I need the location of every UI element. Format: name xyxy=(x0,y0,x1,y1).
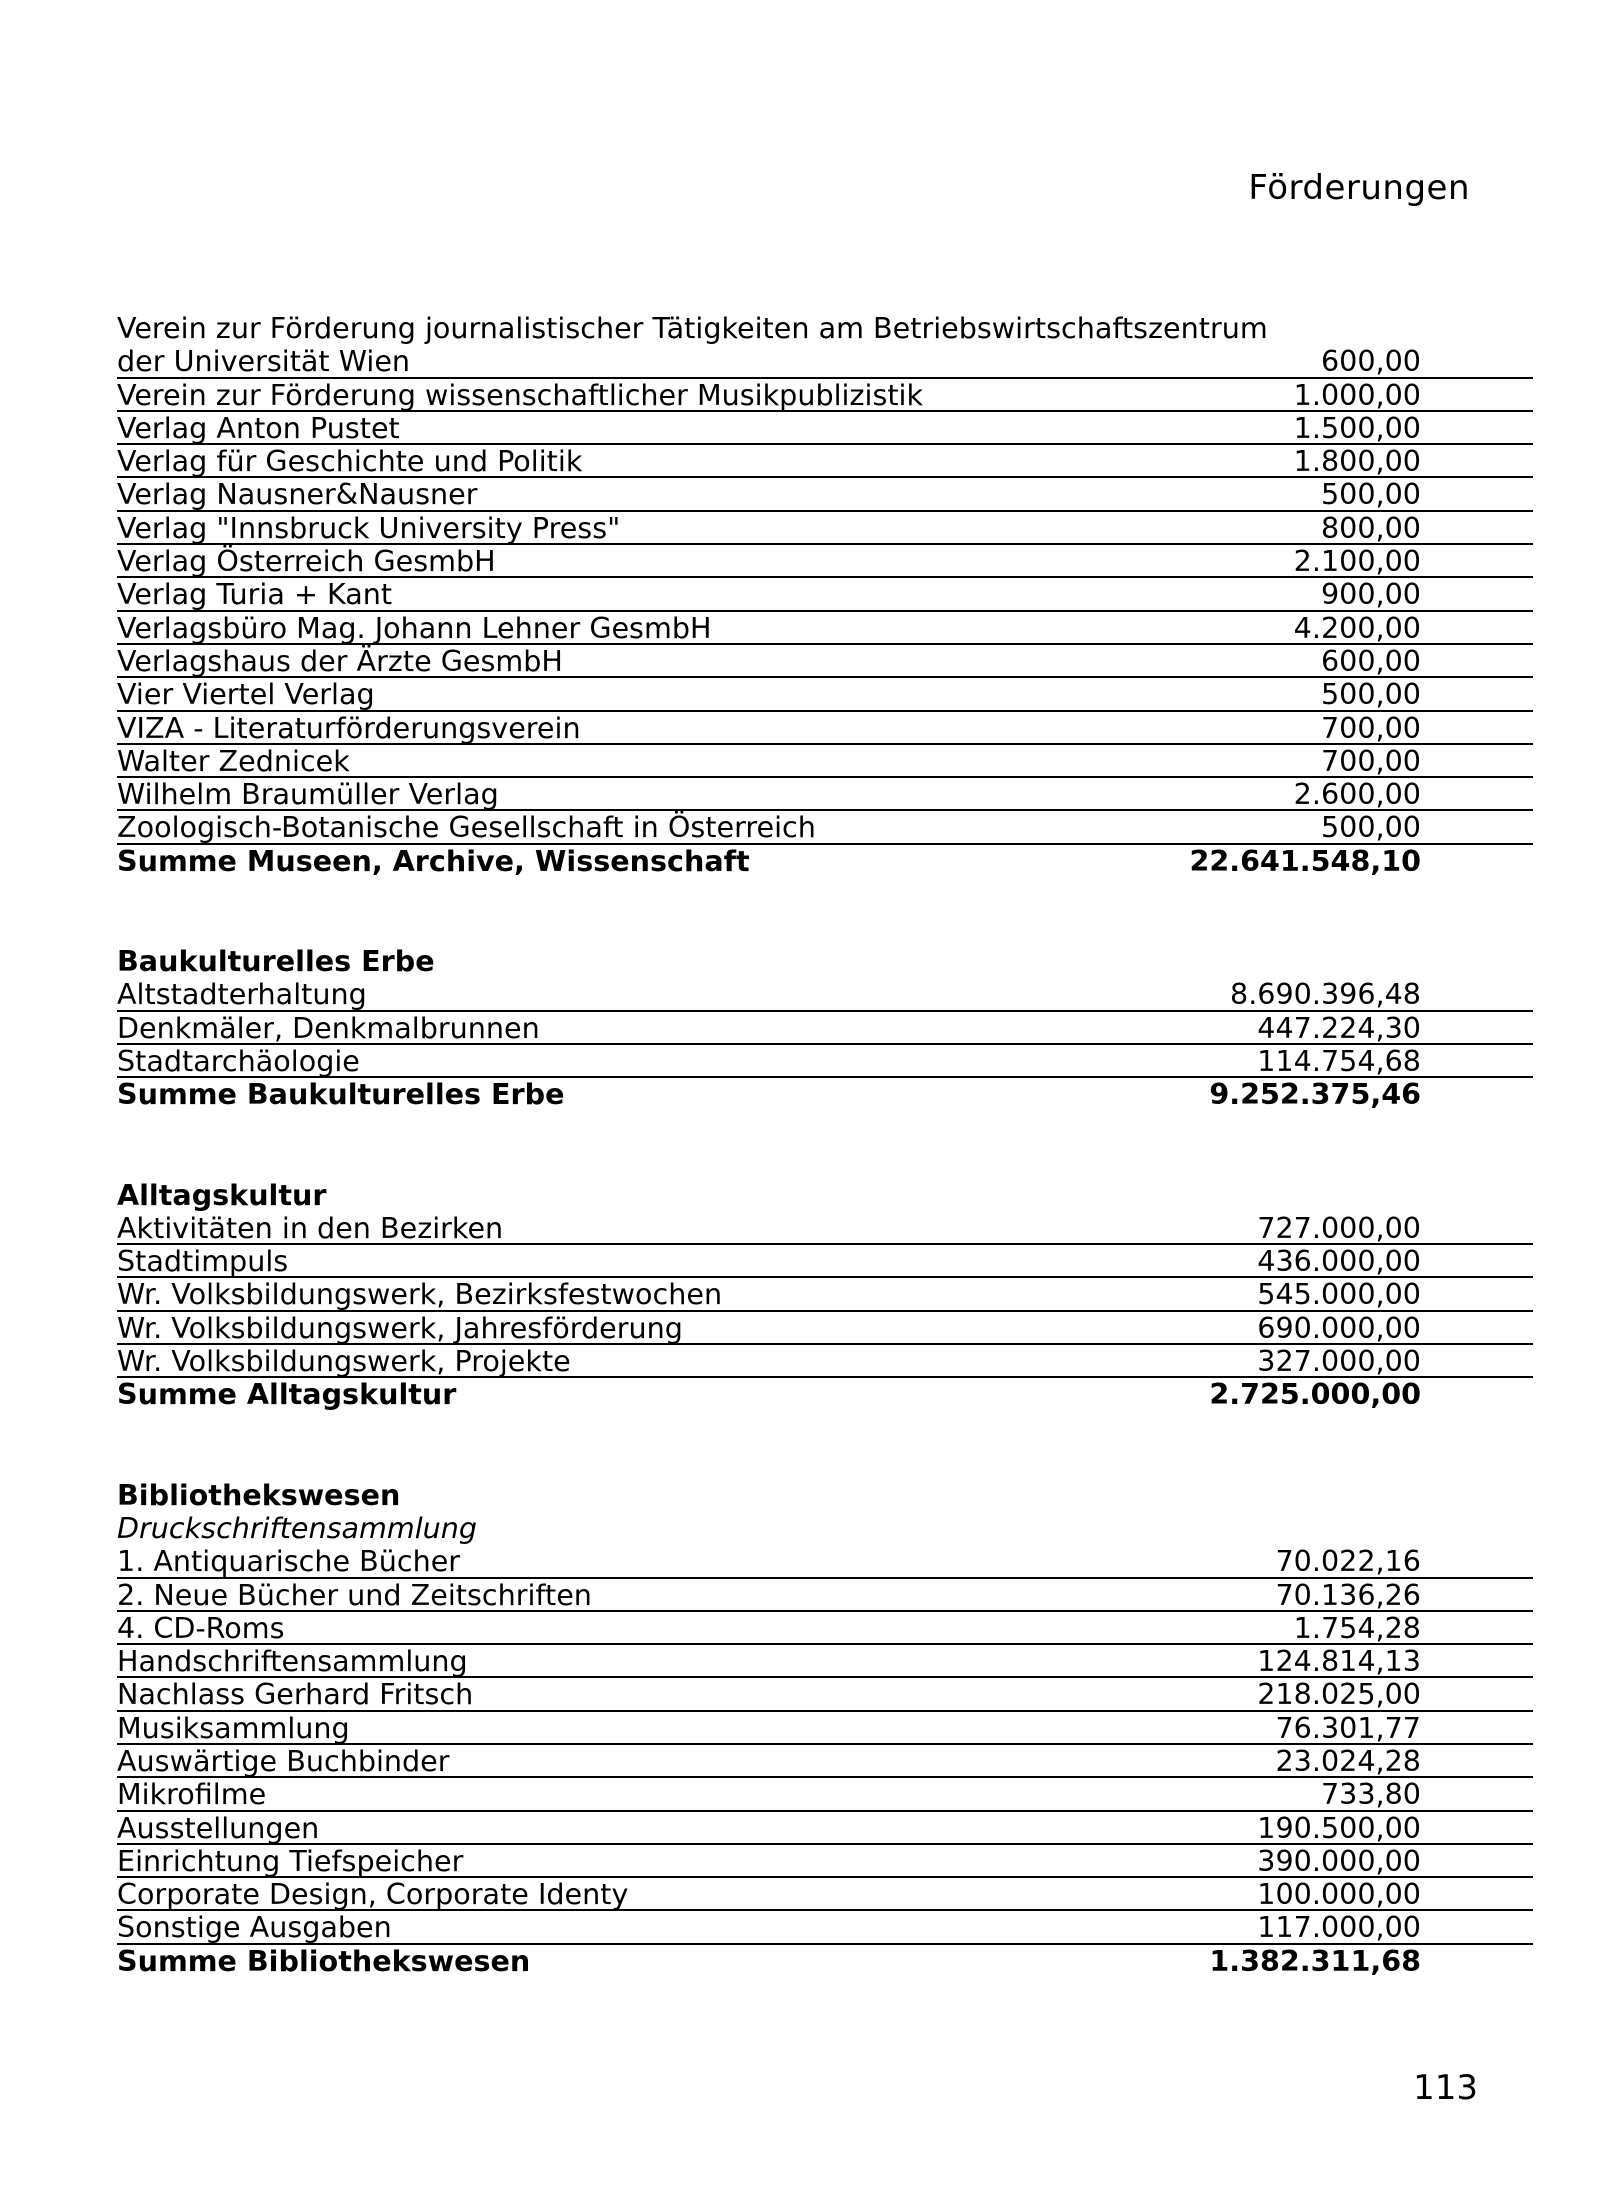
row-label: Wr. Volksbildungswerk, Projekte xyxy=(117,1344,571,1379)
row-label: Musiksammlung xyxy=(117,1710,350,1745)
row-amount: 2.600,00 xyxy=(1293,777,1421,812)
sum-label: Summe Baukulturelles Erbe xyxy=(117,1077,565,1112)
table-row xyxy=(117,778,1533,811)
funding-table xyxy=(117,312,1533,1978)
row-amount: 447.224,30 xyxy=(1257,1010,1421,1045)
row-label: Denkmäler, Denkmalbrunnen xyxy=(117,1010,540,1045)
table-row xyxy=(117,545,1533,578)
row-label: Verlagshaus der Ärzte GesmbH xyxy=(117,643,563,678)
row-amount: 1.800,00 xyxy=(1293,444,1421,479)
table-row xyxy=(117,712,1533,745)
table-row xyxy=(117,1545,1533,1578)
row-label: 1. Antiquarische Bücher xyxy=(117,1544,461,1579)
table-row xyxy=(117,1345,1533,1378)
section-heading xyxy=(117,1479,1533,1512)
section-bibliothekswesen xyxy=(117,1479,1533,1978)
row-label: Verlag "Innsbruck University Press" xyxy=(117,510,621,545)
section-sum-row xyxy=(117,1945,1533,1978)
row-amount: 114.754,68 xyxy=(1257,1043,1421,1078)
row-label: Zoologisch-Botanische Gesellschaft in Österreich xyxy=(117,810,816,845)
table-row xyxy=(117,1245,1533,1278)
table-row xyxy=(117,612,1533,645)
table-row xyxy=(117,811,1533,844)
table-row xyxy=(117,1012,1533,1045)
row-label: Verein zur Förderung journalistischer Tätigkeiten am Betriebswirtschaftszentrum xyxy=(117,311,1268,345)
table-row xyxy=(117,978,1533,1011)
table-row xyxy=(117,1612,1533,1645)
intro-line xyxy=(117,312,1533,345)
row-label: Mikrofilme xyxy=(117,1777,267,1812)
table-row xyxy=(117,1712,1533,1745)
section-alltagskultur xyxy=(117,1179,1533,1412)
row-label: Verlag für Geschichte und Politik xyxy=(117,444,583,479)
table-row xyxy=(117,412,1533,445)
row-label: Wilhelm Braumüller Verlag xyxy=(117,777,499,812)
row-label: Verlag Österreich GesmbH xyxy=(117,544,496,579)
row-amount: 390.000,00 xyxy=(1257,1843,1421,1878)
row-label: VIZA - Literaturförderungsverein xyxy=(117,710,581,745)
table-row xyxy=(117,1812,1533,1845)
subheading-label: Druckschriftensammlung xyxy=(117,1510,478,1545)
row-amount: 700,00 xyxy=(1320,710,1421,745)
row-amount: 545.000,00 xyxy=(1257,1277,1421,1312)
row-amount: 1.000,00 xyxy=(1293,377,1421,412)
row-amount: 2.100,00 xyxy=(1293,544,1421,579)
section-sum-row xyxy=(117,1378,1533,1411)
row-label: Nachlass Gerhard Fritsch xyxy=(117,1677,474,1712)
row-label: Wr. Volksbildungswerk, Bezirksfestwochen xyxy=(117,1277,723,1312)
sum-amount: 22.641.548,10 xyxy=(1189,843,1421,878)
row-label: Handschriftensammlung xyxy=(117,1644,468,1679)
row-label: der Universität Wien xyxy=(117,344,411,379)
table-row xyxy=(117,1312,1533,1345)
row-label: Verlagsbüro Mag. Johann Lehner GesmbH xyxy=(117,610,712,645)
row-label: Walter Zednicek xyxy=(117,743,350,778)
sum-amount: 2.725.000,00 xyxy=(1209,1377,1421,1412)
row-amount: 500,00 xyxy=(1320,677,1421,712)
table-row xyxy=(117,1045,1533,1078)
row-label: Auswärtige Buchbinder xyxy=(117,1743,450,1778)
table-row xyxy=(117,645,1533,678)
table-row xyxy=(117,1278,1533,1311)
section-heading xyxy=(117,945,1533,978)
heading-label: Bibliothekswesen xyxy=(117,1477,401,1512)
row-label: Altstadterhaltung xyxy=(117,977,367,1012)
table-row xyxy=(117,1878,1533,1911)
page-number: 113 xyxy=(1413,2068,1478,2108)
row-label: Einrichtung Tiefspeicher xyxy=(117,1843,464,1878)
row-label: Aktivitäten in den Bezirken xyxy=(117,1210,504,1245)
sum-label: Summe Bibliothekswesen xyxy=(117,1943,531,1978)
row-amount: 8.690.396,48 xyxy=(1230,977,1421,1012)
row-amount: 500,00 xyxy=(1320,477,1421,512)
row-amount: 600,00 xyxy=(1320,344,1421,379)
page-header-title: Förderungen xyxy=(1248,168,1470,208)
table-row xyxy=(117,445,1533,478)
row-amount: 117.000,00 xyxy=(1257,1910,1421,1945)
row-amount: 327.000,00 xyxy=(1257,1344,1421,1379)
table-row xyxy=(117,578,1533,611)
section-subheading xyxy=(117,1512,1533,1545)
table-row xyxy=(117,1911,1533,1944)
row-amount: 700,00 xyxy=(1320,743,1421,778)
row-amount: 600,00 xyxy=(1320,643,1421,678)
row-label: Wr. Volksbildungswerk, Jahresförderung xyxy=(117,1310,683,1345)
row-label: Sonstige Ausgaben xyxy=(117,1910,392,1945)
table-row xyxy=(117,512,1533,545)
sum-amount: 9.252.375,46 xyxy=(1209,1077,1421,1112)
row-amount: 690.000,00 xyxy=(1257,1310,1421,1345)
row-label: Ausstellungen xyxy=(117,1810,320,1845)
row-amount: 900,00 xyxy=(1320,577,1421,612)
row-amount: 190.500,00 xyxy=(1257,1810,1421,1845)
table-row xyxy=(117,1579,1533,1612)
sum-label: Summe Alltagskultur xyxy=(117,1377,457,1412)
table-row xyxy=(117,678,1533,711)
row-label: Stadtimpuls xyxy=(117,1244,289,1279)
section-museen-archive-wissenschaft xyxy=(117,312,1533,878)
row-label: Verein zur Förderung wissenschaftlicher Musikpublizistik xyxy=(117,377,924,412)
row-label: Verlag Nausner&Nausner xyxy=(117,477,478,512)
row-amount: 500,00 xyxy=(1320,810,1421,845)
row-amount: 76.301,77 xyxy=(1275,1710,1421,1745)
section-sum-row xyxy=(117,845,1533,878)
section-sum-row xyxy=(117,1078,1533,1111)
row-amount: 218.025,00 xyxy=(1257,1677,1421,1712)
sum-label: Summe Museen, Archive, Wissenschaft xyxy=(117,843,750,878)
table-row xyxy=(117,1745,1533,1778)
table-row xyxy=(117,1678,1533,1711)
table-row xyxy=(117,379,1533,412)
row-amount: 800,00 xyxy=(1320,510,1421,545)
row-amount: 733,80 xyxy=(1320,1777,1421,1812)
section-baukulturelles-erbe xyxy=(117,945,1533,1111)
table-row xyxy=(117,1645,1533,1678)
table-row xyxy=(117,745,1533,778)
row-amount: 70.136,26 xyxy=(1275,1577,1421,1612)
table-row xyxy=(117,345,1533,378)
row-amount: 4.200,00 xyxy=(1293,610,1421,645)
row-label: Verlag Turia + Kant xyxy=(117,577,393,612)
heading-label: Baukulturelles Erbe xyxy=(117,944,435,979)
row-amount: 70.022,16 xyxy=(1275,1544,1421,1579)
section-heading xyxy=(117,1179,1533,1212)
table-row xyxy=(117,1212,1533,1245)
table-row xyxy=(117,478,1533,511)
heading-label: Alltagskultur xyxy=(117,1177,327,1212)
row-amount: 124.814,13 xyxy=(1257,1644,1421,1679)
row-label: 4. CD-Roms xyxy=(117,1610,285,1645)
row-label: Stadtarchäologie xyxy=(117,1043,360,1078)
table-row xyxy=(117,1845,1533,1878)
row-label: Verlag Anton Pustet xyxy=(117,410,400,445)
row-amount: 436.000,00 xyxy=(1257,1244,1421,1279)
row-label: Corporate Design, Corporate Identy xyxy=(117,1877,629,1912)
row-label: Vier Viertel Verlag xyxy=(117,677,375,712)
row-amount: 727.000,00 xyxy=(1257,1210,1421,1245)
row-label: 2. Neue Bücher und Zeitschriften xyxy=(117,1577,592,1612)
row-amount: 100.000,00 xyxy=(1257,1877,1421,1912)
row-amount: 1.500,00 xyxy=(1293,410,1421,445)
table-row xyxy=(117,1778,1533,1811)
row-amount: 23.024,28 xyxy=(1275,1743,1421,1778)
row-amount: 1.754,28 xyxy=(1293,1610,1421,1645)
sum-amount: 1.382.311,68 xyxy=(1209,1943,1421,1978)
